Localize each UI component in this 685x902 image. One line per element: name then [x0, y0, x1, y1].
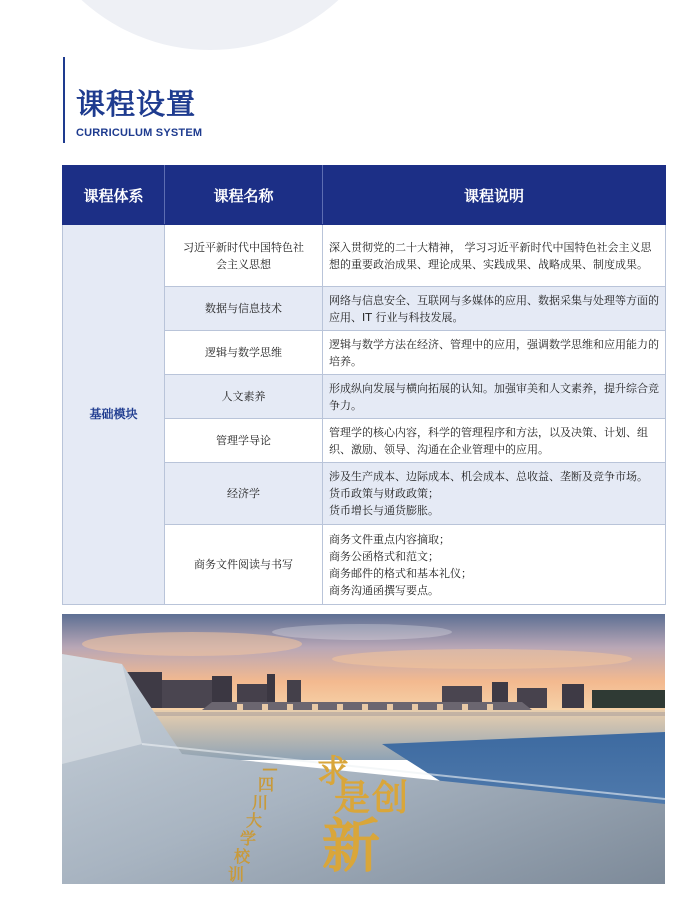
carved-character: 训: [228, 865, 245, 884]
curriculum-table: [62, 165, 666, 605]
description-line: 商务文件重点内容摘取；: [329, 532, 450, 546]
campus-photo: [62, 614, 665, 884]
course-name: 经济学: [165, 463, 323, 525]
course-name: 习近平新时代中国特色社会主义思想: [165, 225, 323, 287]
column-header-description: 课程说明: [323, 166, 666, 225]
carved-character: 四: [258, 775, 275, 794]
description-line: 涉及生产成本、边际成本、机会成本、总收益、垄断及竞争市场。: [329, 470, 648, 483]
course-description: 形成纵向发展与横向拓展的认知。加强审美和人文素养，提升综合竞争力。: [323, 375, 666, 419]
course-name: 数据与信息技术: [165, 287, 323, 331]
decorative-circle: [20, 0, 400, 50]
description-line: 货币政策与财政政策；: [329, 487, 439, 500]
page-title: 课程设置: [76, 87, 197, 121]
course-name: 逻辑与数学思维: [165, 331, 323, 375]
table-header-row: [63, 166, 666, 225]
table-row: [63, 225, 666, 287]
carved-character: 是: [334, 777, 371, 819]
description-line: 商务邮件的格式和基本礼仪；: [329, 566, 472, 580]
carved-character: 新: [322, 812, 381, 880]
carved-character: 创: [372, 777, 409, 819]
course-description: 管理学的核心内容，科学的管理程序和方法，以及决策、计划、组织、激励、领导、沟通在企业管理中的应用。: [323, 419, 666, 463]
carved-character: 校: [234, 847, 251, 866]
module-group-cell: 基础模块: [63, 225, 165, 605]
column-header-course: 课程名称: [165, 166, 323, 225]
column-header-system: 课程体系: [63, 166, 165, 225]
carved-character: 学: [240, 829, 257, 848]
course-name: 管理学导论: [165, 419, 323, 463]
course-description: 深入贯彻党的二十大精神， 学习习近平新时代中国特色社会主义思想的重要政治成果、理论成果、实践成果、战略成果、制度成果。: [323, 225, 666, 287]
course-name: 商务文件阅读与书写: [165, 525, 323, 605]
carved-character: 求: [317, 752, 350, 790]
carved-character: —: [262, 759, 278, 778]
course-description: 逻辑与数学方法在经济、管理中的应用，强调数学思维和应用能力的培养。: [323, 331, 666, 375]
course-description: [323, 463, 666, 525]
course-description: 网络与信息安全、互联网与多媒体的应用、数据采集与处理等方面的应用、IT 行业与科技发展。: [323, 287, 666, 331]
description-line: 商务沟通函撰写要点。: [329, 583, 439, 597]
title-accent-bar: [63, 57, 65, 143]
description-line: 商务公函格式和范文；: [329, 549, 439, 563]
carved-character: 大: [246, 811, 263, 830]
course-name: 人文素养: [165, 375, 323, 419]
course-description: [323, 525, 666, 605]
carved-character: 川: [252, 793, 269, 812]
page-subtitle: CURRICULUM SYSTEM: [76, 127, 203, 139]
description-line: 货币增长与通货膨胀。: [329, 504, 439, 517]
